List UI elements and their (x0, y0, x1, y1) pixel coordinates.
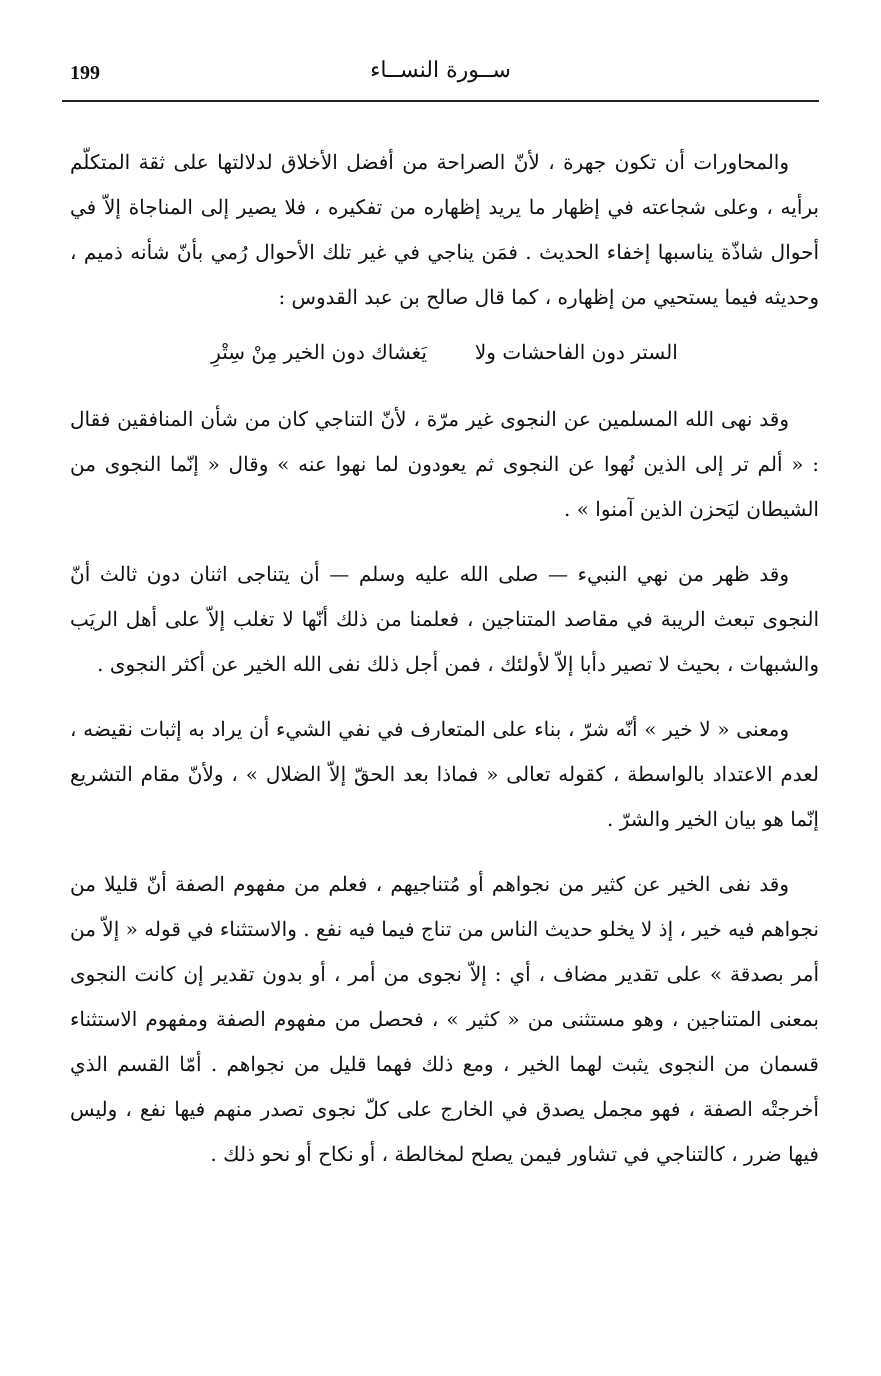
paragraph-2: وقد نهى الله المسلمين عن النجوى غير مرّة ، لأنّ التناجي كان من شأن المنافقين فقال : « ألم تر إلى الذين نُهوا عن النجوى ثم يعودون لما نهوا عنه » وقال « إنّما النجوى من الشيطان ليَحزن الذين آمنوا » . (70, 407, 819, 521)
running-title: ســورة النســاء (370, 58, 511, 83)
page-number: 199 (70, 62, 100, 84)
paragraph-3: وقد ظهر من نهي النبيء — صلى الله عليه وسلم — أن يتناجى اثنان دون ثالث أنّ النجوى تبعث الريبة في مقاصد المتناجين ، فعلمنا من ذلك أنّها لا تغلب إلاّ على أهل الريَب والشبهات ، بحيث لا تصير دأبا إلاّ لأولئك ، فمن أجل ذلك نفى الله الخير عن أكثر النجوى . (70, 562, 819, 676)
verse-hemistich-first: الستر دون الفاحشات ولا (474, 340, 678, 364)
poetry-verse (70, 330, 819, 375)
verse-hemistich-second: يَغشاك دون الخير مِنْ سِتْرِ (211, 340, 427, 364)
paragraph-5: وقد نفى الخير عن كثير من نجواهم أو مُتناجيهم ، فعلم من مفهوم الصفة أنّ قليلا من نجواهم فيه خير ، إذ لا يخلو حديث الناس من تناج فيما فيه نفع . والاستثناء في قوله « إلاّ من أمر بصدقة » على تقدير مضاف ، أي : إلاّ نجوى من أمر ، أو بدون تقدير إن كانت النجوى بمعنى المتناجين ، وهو مستثنى من « كثير » ، فحصل من مفهوم الصفة ومفهوم الاستثناء قسمان من النجوى يثبت لهما الخير ، ومع ذلك فهما قليل من نجواهم . أمّا القسم الذي أخرجتْه الصفة ، فهو مجمل يصدق في الخارج على كلّ نجوى تصدر منهم فيها نفع ، وليس فيها ضرر ، كالتناجي في تشاور فيمن يصلح لمخالطة ، أو نكاح أو نحو ذلك . (70, 872, 819, 1166)
page-header (62, 54, 819, 98)
header-rule (62, 100, 819, 102)
paragraph-4: ومعنى « لا خير » أنّه شرّ ، بناء على المتعارف في نفي الشيء أن يراد به إثبات نقيضه ، لعدم الاعتداد بالواسطة ، كقوله تعالى « فماذا بعد الحقّ إلاّ الضلال » ، ولأنّ مقام التشريع إنّما هو بيان الخير والشرّ . (70, 717, 819, 831)
paragraph-1: والمحاورات أن تكون جهرة ، لأنّ الصراحة من أفضل الأخلاق لدلالتها على ثقة المتكلّم برأيه ، وعلى شجاعته في إظهار ما يريد إظهاره من تفكيره ، فلا يصير إلى المناجاة إلاّ في أحوال شاذّة يناسبها إخفاء الحديث . فمَن يناجي في غير تلك الأحوال رُمي بأنّ شأنه ذميم ، وحديثه فيما يستحيي من إظهاره ، كما قال صالح بن عبد القدوس : (70, 150, 819, 309)
body-text (70, 140, 819, 1177)
